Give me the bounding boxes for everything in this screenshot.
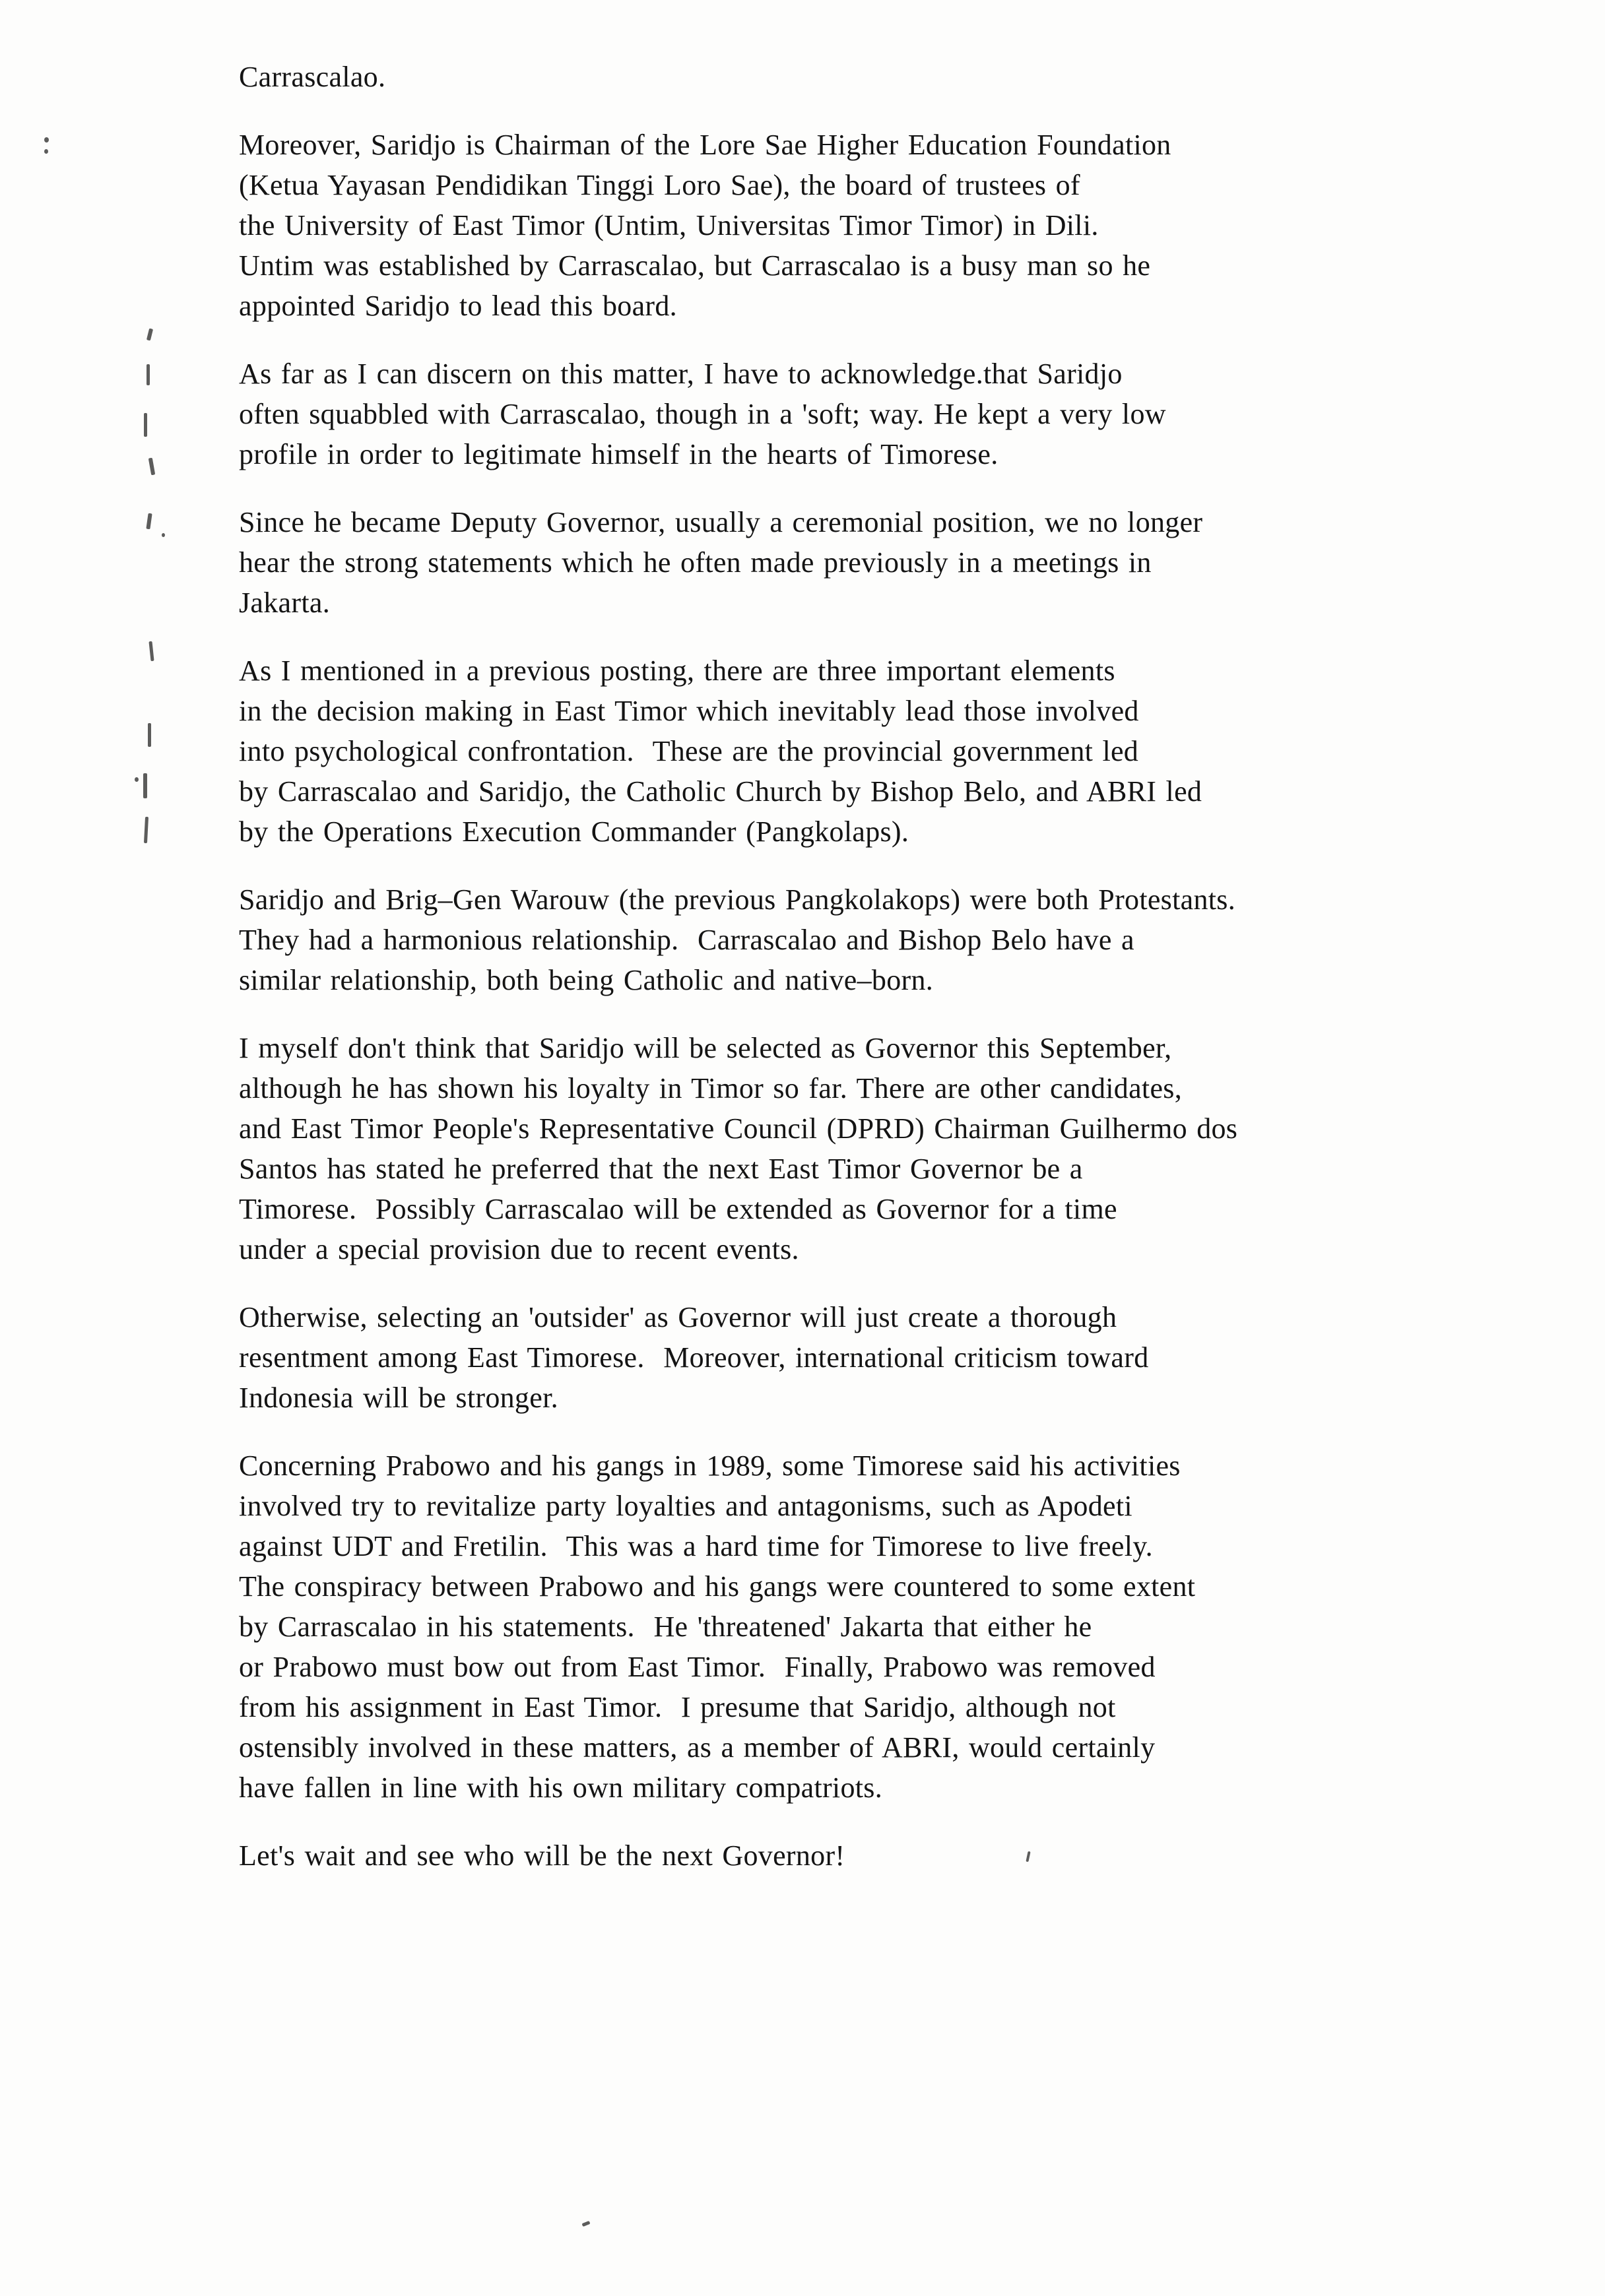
- paragraph: [239, 1835, 1237, 1876]
- text-line: by Carrascalao in his statements. He 'threatened' Jakarta that either he: [239, 1610, 1092, 1643]
- paragraph: [239, 502, 1237, 623]
- text-line: Since he became Deputy Governor, usually a ceremonial position, we no longer: [239, 506, 1203, 538]
- paragraph: [239, 125, 1237, 326]
- paragraph: [239, 651, 1237, 852]
- text-line: although he has shown his loyalty in Timor so far. There are other candidates,: [239, 1072, 1182, 1104]
- text-line: Otherwise, selecting an 'outsider' as Governor will just create a thorough: [239, 1301, 1117, 1333]
- scan-artifact: [135, 777, 139, 782]
- text-line: appointed Saridjo to lead this board.: [239, 290, 677, 322]
- scan-artifact: [144, 413, 147, 437]
- text-line: have fallen in line with his own military compatriots.: [239, 1771, 883, 1804]
- text-line: Timorese. Possibly Carrascalao will be extended as Governor for a time: [239, 1193, 1117, 1225]
- scan-artifact: [582, 2221, 591, 2227]
- text-line: (Ketua Yayasan Pendidikan Tinggi Loro Sae), the board of trustees of: [239, 169, 1080, 201]
- paragraph: [239, 1028, 1237, 1269]
- text-line: in the decision making in East Timor which inevitably lead those involved: [239, 695, 1139, 727]
- text-line: by Carrascalao and Saridjo, the Catholic Church by Bishop Belo, and ABRI led: [239, 775, 1202, 808]
- text-line: Santos has stated he preferred that the next East Timor Governor be a: [239, 1153, 1083, 1185]
- text-line: Concerning Prabowo and his gangs in 1989, some Timorese said his activities: [239, 1450, 1181, 1482]
- scan-artifact: [148, 723, 151, 747]
- text-line: and East Timor People's Representative Council (DPRD) Chairman Guilhermo dos: [239, 1112, 1238, 1145]
- text-line: against UDT and Fretilin. This was a hard time for Timorese to live freely.: [239, 1530, 1153, 1562]
- scan-artifact: [144, 817, 148, 843]
- text-line: Carrascalao.: [239, 61, 386, 93]
- text-line: ostensibly involved in these matters, as a member of ABRI, would certainly: [239, 1731, 1156, 1764]
- text-line: Jakarta.: [239, 587, 330, 619]
- scan-artifact: [147, 329, 153, 341]
- text-line: Indonesia will be stronger.: [239, 1382, 558, 1414]
- scan-artifact: [143, 773, 147, 798]
- scan-artifact: [146, 513, 152, 530]
- text-line: or Prabowo must bow out from East Timor. Finally, Prabowo was removed: [239, 1651, 1156, 1683]
- text-line: the University of East Timor (Untim, Universitas Timor Timor) in Dili.: [239, 209, 1099, 241]
- text-line: profile in order to legitimate himself in the hearts of Timorese.: [239, 438, 999, 470]
- text-line: The conspiracy between Prabowo and his gangs were countered to some extent: [239, 1570, 1196, 1603]
- text-line: similar relationship, both being Catholic and native–born.: [239, 964, 934, 996]
- text-line: under a special provision due to recent events.: [239, 1233, 799, 1265]
- paragraph: [239, 879, 1237, 1000]
- scan-artifact: [44, 137, 49, 143]
- text-line: Untim was established by Carrascalao, but Carrascalao is a busy man so he: [239, 249, 1151, 282]
- text-line: They had a harmonious relationship. Carrascalao and Bishop Belo have a: [239, 924, 1134, 956]
- text-line: hear the strong statements which he often made previously in a meetings in: [239, 546, 1152, 579]
- paragraph: [239, 1446, 1237, 1808]
- paragraph: [239, 57, 1237, 97]
- scan-artifact: [147, 364, 150, 385]
- paragraph: [239, 354, 1237, 474]
- text-line: into psychological confrontation. These are the provincial government led: [239, 735, 1139, 767]
- text-line: As I mentioned in a previous posting, there are three important elements: [239, 654, 1115, 687]
- scan-artifact: [44, 149, 48, 154]
- text-line: by the Operations Execution Commander (Pangkolaps).: [239, 815, 909, 848]
- document-text-block: [239, 57, 1237, 1903]
- paragraph: [239, 1297, 1237, 1418]
- scan-artifact: [148, 641, 154, 661]
- scan-artifact: [162, 533, 165, 537]
- text-line: Saridjo and Brig–Gen Warouw (the previous Pangkolakops) were both Protestants.: [239, 883, 1236, 916]
- text-line: As far as I can discern on this matter, I have to acknowledge.that Saridjo: [239, 358, 1123, 390]
- text-line: Moreover, Saridjo is Chairman of the Lore Sae Higher Education Foundation: [239, 129, 1171, 161]
- text-line: often squabbled with Carrascalao, though in a 'soft; way. He kept a very low: [239, 398, 1166, 430]
- text-line: I myself don't think that Saridjo will be selected as Governor this September,: [239, 1032, 1172, 1064]
- text-line: resentment among East Timorese. Moreover, international criticism toward: [239, 1341, 1149, 1374]
- scan-artifact: [148, 458, 155, 476]
- text-line: involved try to revitalize party loyalties and antagonisms, such as Apodeti: [239, 1490, 1132, 1522]
- text-line: from his assignment in East Timor. I presume that Saridjo, although not: [239, 1691, 1116, 1723]
- text-line: Let's wait and see who will be the next Governor!: [239, 1839, 845, 1872]
